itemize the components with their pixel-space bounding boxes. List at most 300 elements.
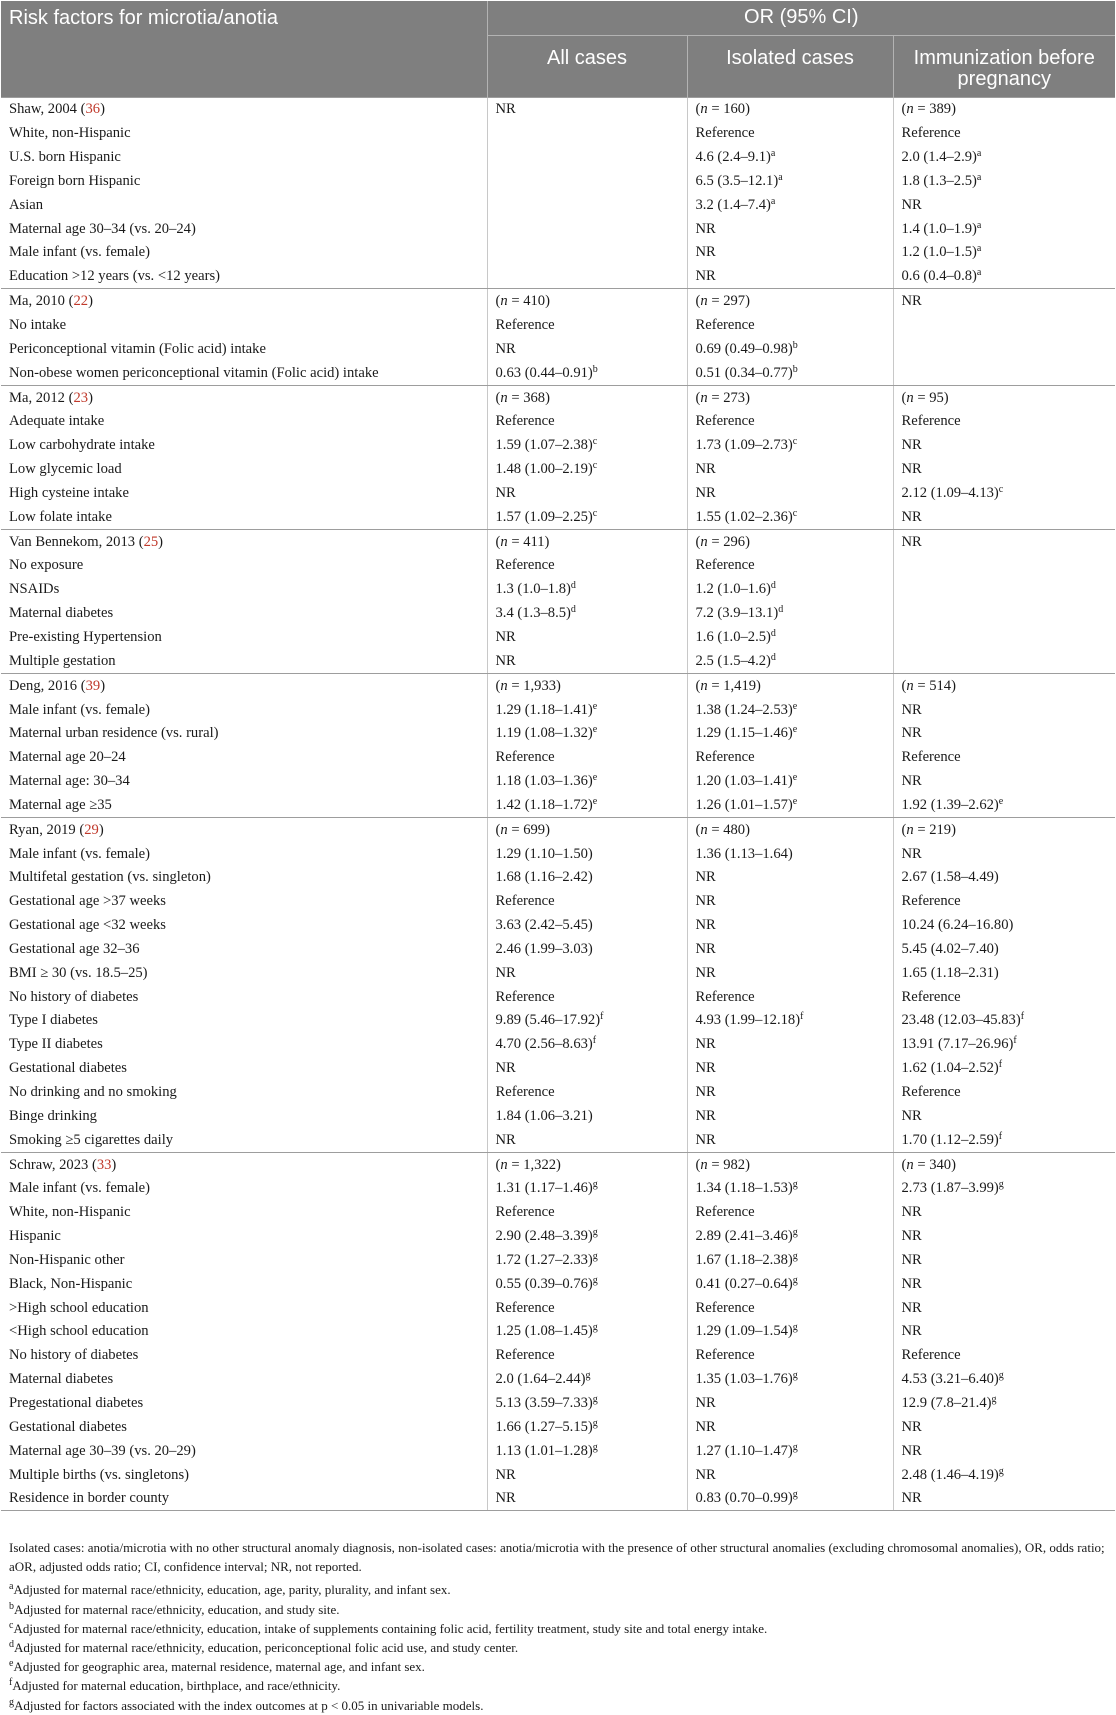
cell-value: 1.29 (1.18–1.41) [495,701,593,718]
odds-ratio [893,264,1115,288]
risk-factor: Maternal age ≥35 [1,793,487,817]
risk-factor: Periconceptional vitamin (Folic acid) intake [9,340,266,357]
cell-value: 1.67 (1.18–2.38) [695,1251,793,1268]
odds-ratio [893,313,1115,337]
cell-value: 1.8 (1.3–2.5) [901,172,977,189]
odds-ratio [687,1486,893,1510]
risk-factor: Maternal diabetes [9,1371,114,1388]
odds-ratio [487,1176,687,1200]
study-label: Van Bennekom, 2013 [9,533,136,550]
risk-factor: Multiple gestation [1,649,487,673]
odds-ratio: NR [893,1248,1115,1272]
table-row [1,1009,1115,1033]
odds-ratio: Reference [893,889,1115,913]
odds-ratio [893,145,1115,169]
odds-ratio [487,1032,687,1056]
table-row [1,264,1115,288]
table-row [1,554,1115,578]
risk-factor: Low glycemic load [9,461,122,478]
table-row [1,721,1115,745]
footnote-text: Adjusted for maternal education, birthplace, and race/ethnicity. [12,1678,341,1694]
odds-ratio: Reference [687,121,893,145]
study-row [1,817,1115,841]
sample-size: (n = 480) [687,817,893,841]
cell-value: 1.38 (1.24–2.53) [695,701,793,718]
risk-factor: Male infant (vs. female) [9,244,151,261]
cell-value: 1.66 (1.27–5.15) [495,1418,593,1435]
footnote-marker: g [592,1322,598,1334]
cell-value: 1.92 (1.39–2.62) [901,796,999,813]
footnote-marker: f [9,1677,13,1689]
footnote-text: Adjusted for maternal race/ethnicity, education, and study site. [14,1601,340,1617]
footnote [9,1638,1109,1657]
odds-ratio: Reference [487,554,687,578]
odds-ratio: 3.63 (2.42–5.45) [487,913,687,937]
odds-ratio [687,1320,893,1344]
cell-value: 1.55 (1.02–2.36) [695,508,793,525]
study-label: Schraw, 2023 [9,1156,89,1173]
odds-ratio [687,361,893,385]
cell-value: 1.13 (1.01–1.28) [495,1442,593,1459]
odds-ratio [487,169,687,193]
odds-ratio: NR [487,1486,687,1510]
odds-ratio: Reference [487,1200,687,1224]
footnote-marker: f [1020,1011,1025,1023]
risk-factor: Maternal age 30–39 (vs. 20–29) [9,1442,196,1459]
table-row [1,361,1115,385]
odds-ratio: 1.29 (1.10–1.50) [487,842,687,866]
odds-ratio: Reference [893,745,1115,769]
sample-size: (n = 389) [893,97,1115,121]
table-row [1,409,1115,433]
footnote-marker: a [9,1581,14,1593]
cell-value: 1.48 (1.00–2.19) [495,461,593,478]
odds-ratio [687,505,893,529]
sample-size: (n = 160) [687,97,893,121]
table-row [1,649,1115,673]
odds-ratio: NR [893,1224,1115,1248]
cell-value: 1.6 (1.0–2.5) [695,628,771,645]
odds-ratio: Reference [687,1296,893,1320]
risk-factor: Gestational age <32 weeks [9,917,166,934]
odds-ratio: NR [487,337,687,361]
table-row [1,1248,1115,1272]
odds-ratio: 1.65 (1.18–2.31) [893,961,1115,985]
table-row [1,241,1115,265]
footnote-marker: a [770,148,776,160]
table-row [1,1415,1115,1439]
odds-ratio [487,1367,687,1391]
odds-ratio [893,1032,1115,1056]
footnote [9,1580,1109,1599]
odds-ratio [893,793,1115,817]
table-row [1,961,1115,985]
footnote-marker: d [770,627,776,639]
odds-ratio: NR [893,698,1115,722]
reference-link[interactable]: 22 [73,293,89,310]
study-label: Ma, 2012 [9,389,65,406]
table-row [1,337,1115,361]
header-isolated-cases: Isolated cases [687,35,893,97]
footnote [9,1600,1109,1619]
footnote [9,1538,1109,1576]
sample-size: NR [893,529,1115,553]
table-row [1,1463,1115,1487]
cell-value: 9.89 (5.46–17.92) [495,1012,601,1029]
footnote [9,1676,1109,1695]
odds-ratio: NR [687,457,893,481]
odds-ratio: 1.68 (1.16–2.42) [487,866,687,890]
risk-factor: Male infant (vs. female) [9,845,151,862]
odds-ratio: NR [687,889,893,913]
odds-ratio: NR [687,937,893,961]
footnote-marker: d [570,580,576,592]
cell-value: 7.2 (3.9–13.1) [695,605,779,622]
footnote-marker: e [592,724,598,736]
cell-value: 1.18 (1.03–1.36) [495,773,593,790]
risk-factor: White, non-Hispanic [9,1204,131,1221]
odds-ratio [487,769,687,793]
risk-factor: Maternal diabetes [9,605,114,622]
study-name: Ma, 2012 (23) [1,385,487,409]
reference-link[interactable]: 36 [85,101,101,118]
table-row [1,1176,1115,1200]
footnote-marker: e [9,1658,14,1670]
cell-value: 1.59 (1.07–2.38) [495,437,593,454]
odds-ratio [487,577,687,601]
table-row [1,121,1115,145]
sample-size: (n = 1,933) [487,673,687,697]
odds-ratio: NR [687,241,893,265]
footnote-marker: g [991,1393,997,1405]
odds-ratio [687,793,893,817]
sample-size: (n = 411) [487,529,687,553]
cell-value: 23.48 (12.03–45.83) [901,1012,1021,1029]
odds-ratio [893,1128,1115,1152]
table-row [1,793,1115,817]
footnote-marker: e [592,772,598,784]
odds-ratio: Reference [893,1080,1115,1104]
odds-ratio [893,554,1115,578]
cell-value: 2.90 (2.48–3.39) [495,1228,593,1245]
footnote-marker: d [770,651,776,663]
odds-ratio [487,1391,687,1415]
footnote-marker: g [592,1227,598,1239]
footnote-marker: g [592,1274,598,1286]
odds-ratio [687,1439,893,1463]
footnote-marker: g [592,1250,598,1262]
odds-ratio: NR [687,1128,893,1152]
footnote-marker: c [792,436,798,448]
sample-size: NR [893,289,1115,313]
footnote-marker: f [998,1130,1003,1142]
footnote-marker: g [792,1322,798,1334]
odds-ratio: NR [687,961,893,985]
footnote-marker: g [792,1370,798,1382]
odds-ratio: NR [687,481,893,505]
odds-ratio [893,601,1115,625]
odds-ratio: NR [893,1439,1115,1463]
sample-size: (n = 296) [687,529,893,553]
cell-value: 0.63 (0.44–0.91) [495,364,593,381]
table-row [1,698,1115,722]
table-row [1,937,1115,961]
cell-value: 2.48 (1.46–4.19) [901,1466,999,1483]
risk-factor: Type II diabetes [9,1036,103,1053]
cell-value: 0.83 (0.70–0.99) [695,1490,793,1507]
odds-ratio: NR [687,217,893,241]
study-name: Schraw, 2023 (33) [1,1152,487,1176]
odds-ratio [687,169,893,193]
footnote-marker: g [792,1227,798,1239]
footnote-marker: e [592,700,598,712]
header-immunization: Immunization before pregnancy [893,35,1115,97]
odds-ratio: NR [487,1056,687,1080]
cell-value: 4.6 (2.4–9.1) [695,149,771,166]
table-row [1,625,1115,649]
study-row [1,673,1115,697]
odds-ratio [687,649,893,673]
cell-value: 0.51 (0.34–0.77) [695,364,793,381]
odds-ratio [487,698,687,722]
footnote-marker: g [592,1417,598,1429]
cell-value: 0.6 (0.4–0.8) [901,268,977,285]
odds-ratio: NR [687,1415,893,1439]
sample-size: (n = 368) [487,385,687,409]
odds-ratio [487,193,687,217]
cell-value: 1.72 (1.27–2.33) [495,1251,593,1268]
odds-ratio: 10.24 (6.24–16.80) [893,913,1115,937]
footnote-text: Isolated cases: anotia/microtia with no other structural anomaly diagnosis, non-isolated cases: anotia/microtia with the presence of other structural anomalies (excluding chromosomal anomalies), OR, odds ratio; aOR, adjusted odds ratio; CI, confidence interval; NR, not reported. [9,1540,1105,1575]
odds-ratio: Reference [487,1080,687,1104]
cell-value: 1.27 (1.10–1.47) [695,1442,793,1459]
risk-factor: High cysteine intake [9,484,129,501]
odds-ratio [687,698,893,722]
odds-ratio: 2.46 (1.99–3.03) [487,937,687,961]
risk-factor: Residence in border county [1,1486,487,1510]
cell-value: 1.20 (1.03–1.41) [695,773,793,790]
odds-ratio [893,577,1115,601]
odds-ratio: Reference [687,1200,893,1224]
odds-ratio [487,601,687,625]
risk-factor: Smoking ≥5 cigarettes daily [1,1128,487,1152]
study-label: Ma, 2010 [9,293,65,310]
risk-factor: BMI ≥ 30 (vs. 18.5–25) [9,964,148,981]
cell-value: 13.91 (7.17–26.96) [901,1036,1014,1053]
footnote-marker: b [9,1600,14,1612]
footnote-marker: c [998,483,1004,495]
cell-value: 0.41 (0.27–0.64) [695,1275,793,1292]
risk-factor-table [1,1,1115,1511]
odds-ratio: NR [487,961,687,985]
odds-ratio [487,145,687,169]
footnote-marker: c [592,507,598,519]
risk-factor: U.S. born Hispanic [9,149,121,166]
odds-ratio [687,193,893,217]
odds-ratio: NR [687,1080,893,1104]
odds-ratio: Reference [893,1343,1115,1367]
risk-factor: NSAIDs [9,581,60,598]
odds-ratio: NR [687,913,893,937]
odds-ratio [687,1272,893,1296]
odds-ratio: 2.67 (1.58–4.49) [893,866,1115,890]
odds-ratio: NR [893,1104,1115,1128]
footnote [9,1619,1109,1638]
cell-value: 5.13 (3.59–7.33) [495,1394,593,1411]
odds-ratio [893,169,1115,193]
odds-ratio [893,625,1115,649]
odds-ratio [687,601,893,625]
odds-ratio: NR [893,433,1115,457]
table-row [1,1486,1115,1510]
footnote-marker: g [792,1441,798,1453]
reference-link[interactable]: 39 [85,677,101,694]
risk-factor: No history of diabetes [9,988,139,1005]
odds-ratio [687,577,893,601]
odds-ratio [487,1439,687,1463]
footnote-text: Adjusted for geographic area, maternal residence, maternal age, and infant sex. [13,1659,425,1675]
cell-value: 1.70 (1.12–2.59) [901,1131,999,1148]
table-row [1,457,1115,481]
cell-value: 12.9 (7.8–21.4) [901,1394,992,1411]
footnote-marker: d [770,580,776,592]
cell-value: 2.0 (1.64–2.44) [495,1371,586,1388]
table-row [1,1200,1115,1224]
table-row [1,145,1115,169]
table-row [1,1272,1115,1296]
table-row [1,169,1115,193]
odds-ratio [487,505,687,529]
footnote-marker: d [570,604,576,616]
risk-factor: Black, Non-Hispanic [9,1275,133,1292]
reference-link[interactable]: 33 [96,1156,112,1173]
footnote-marker: d [9,1639,14,1651]
cell-value: 1.62 (1.04–2.52) [901,1060,999,1077]
odds-ratio: NR [893,1486,1115,1510]
study-row [1,529,1115,553]
odds-ratio: NR [893,842,1115,866]
odds-ratio: Reference [487,313,687,337]
odds-ratio: NR [893,1415,1115,1439]
risk-factor: Maternal age 20–24 [9,749,126,766]
sample-size: (n = 340) [893,1152,1115,1176]
reference-link[interactable]: 23 [73,389,89,406]
cell-value: 1.42 (1.18–1.72) [495,796,593,813]
table-row [1,577,1115,601]
study-label: Ryan, 2019 [9,821,76,838]
risk-factor: Foreign born Hispanic [9,172,141,189]
odds-ratio [687,1224,893,1248]
footnote-marker: f [600,1011,604,1023]
table-row [1,866,1115,890]
odds-ratio [487,1272,687,1296]
footnote-marker: b [792,363,798,375]
footnote-marker: g [585,1370,591,1382]
cell-value: 2.12 (1.09–4.13) [901,484,999,501]
odds-ratio: NR [893,769,1115,793]
sample-size: (n = 1,322) [487,1152,687,1176]
odds-ratio: NR [487,625,687,649]
cell-value: 0.55 (0.39–0.76) [495,1275,593,1292]
odds-ratio [487,1415,687,1439]
risk-factor: Multiple births (vs. singletons) [9,1466,189,1483]
odds-ratio: Reference [687,313,893,337]
table-row [1,1367,1115,1391]
cell-value: 2.73 (1.87–3.99) [901,1180,999,1197]
odds-ratio [487,264,687,288]
risk-factor: Pregestational diabetes [9,1394,144,1411]
odds-ratio: Reference [687,554,893,578]
study-name: Shaw, 2004 (36) [1,97,487,121]
risk-factor: <High school education [9,1323,149,1340]
risk-factor: Hispanic [9,1228,61,1245]
sample-size: (n = 95) [893,385,1115,409]
odds-ratio [487,1320,687,1344]
odds-ratio [487,361,687,385]
cell-value: 6.5 (3.5–12.1) [695,172,779,189]
odds-ratio [487,793,687,817]
odds-ratio [687,337,893,361]
risk-factor: No exposure [9,557,84,574]
odds-ratio: NR [687,264,893,288]
cell-value: 1.2 (1.0–1.5) [901,244,977,261]
table-row [1,217,1115,241]
footnote-marker: b [592,363,598,375]
footnote-marker: g [592,1179,598,1191]
cell-value: 1.57 (1.09–2.25) [495,508,593,525]
reference-link[interactable]: 29 [84,821,99,838]
odds-ratio: Reference [687,745,893,769]
table-row [1,889,1115,913]
table-row [1,985,1115,1009]
risk-factor: No history of diabetes [9,1347,139,1364]
odds-ratio: NR [687,1056,893,1080]
study-name: Van Bennekom, 2013 (25) [1,529,487,553]
table-row [1,1391,1115,1415]
study-row [1,97,1115,121]
odds-ratio [687,721,893,745]
footnote-marker: a [976,243,982,255]
sample-size: (n = 1,419) [687,673,893,697]
footnote-marker: a [976,267,982,279]
odds-ratio [487,1248,687,1272]
table-row [1,842,1115,866]
footnote-marker: c [592,460,598,472]
table-row [1,1343,1115,1367]
cell-value: 1.35 (1.03–1.76) [695,1371,793,1388]
odds-ratio: NR [687,1104,893,1128]
cell-value: 1.3 (1.0–1.8) [495,581,571,598]
odds-ratio [487,217,687,241]
risk-factor: Male infant (vs. female) [9,701,151,718]
cell-value: 0.69 (0.49–0.98) [695,340,793,357]
odds-ratio [687,1248,893,1272]
odds-ratio [487,721,687,745]
cell-value: 1.29 (1.15–1.46) [695,725,793,742]
odds-ratio: NR [687,1463,893,1487]
reference-link[interactable]: 25 [143,533,159,550]
study-row [1,385,1115,409]
footnote-marker: d [778,604,784,616]
odds-ratio: NR [893,1272,1115,1296]
risk-factor: White, non-Hispanic [9,125,131,142]
footnote-marker: g [998,1179,1004,1191]
study-label: Shaw, 2004 [9,101,77,118]
footnote-marker: g [792,1489,798,1501]
cell-value: 2.89 (2.41–3.46) [695,1228,793,1245]
risk-factor: Adequate intake [9,413,105,430]
header-or-group: OR (95% CI) [487,1,1115,35]
